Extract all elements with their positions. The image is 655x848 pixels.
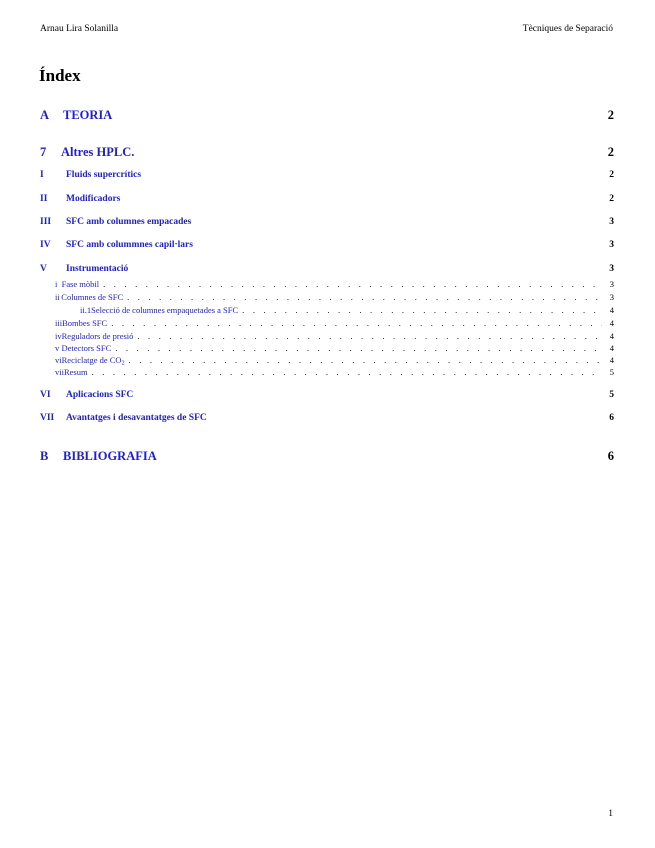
toc-subsection-page: 4 [609, 343, 614, 353]
toc-subsection-title [62, 355, 125, 365]
toc-leader-dots [111, 318, 602, 328]
toc-section-title: SFC amb columnes empacades [66, 217, 192, 227]
toc-subsubsection-ii-1[interactable] [40, 305, 614, 315]
page-number: 1 [608, 809, 613, 819]
toc-section-3[interactable] [40, 217, 614, 227]
toc-leader-dots [92, 367, 602, 377]
toc-leader-dots [127, 292, 602, 302]
toc-section-page: 6 [609, 413, 614, 423]
toc-section-5[interactable] [40, 264, 614, 274]
toc-chapter-7[interactable] [40, 145, 614, 160]
toc-section-number: V [40, 264, 47, 274]
subscript-two: 2 [121, 360, 125, 367]
header-course: Tècniques de Separació [522, 24, 613, 34]
toc-subsection-title: Detectors SFC [61, 343, 112, 353]
toc-subsection-title: Reguladors de presió [61, 331, 134, 341]
toc-subsection-number: vi [55, 355, 62, 365]
toc-subsection-page: 3 [609, 292, 614, 302]
toc-section-title: Fluids supercrítics [66, 170, 142, 180]
toc-subsection-number: v [55, 343, 60, 353]
toc-subsection-iii[interactable] [40, 318, 614, 328]
toc-section-title: Instrumentació [66, 264, 129, 274]
toc-chapter-page: 2 [607, 145, 614, 159]
toc-subsubsection-title: Selecció de columnes empaquetades a SFC [91, 305, 239, 315]
toc-subsection-page: 3 [609, 279, 614, 289]
toc-subsection-page: 4 [609, 331, 614, 341]
toc-part-a[interactable] [40, 108, 614, 123]
toc-subsection-page: 5 [609, 367, 614, 377]
toc-leader-dots [129, 355, 602, 365]
page-header [40, 24, 613, 34]
toc-section-number: IV [40, 240, 51, 250]
toc-subsection-title: Bombes SFC [62, 318, 108, 328]
toc-subsection-title-text: Reciclatge de CO [61, 355, 122, 365]
toc-section-7[interactable] [40, 413, 614, 423]
toc-part-b-page: 6 [607, 449, 614, 463]
toc-section-6[interactable] [40, 390, 614, 400]
toc-part-a-number: A [40, 108, 50, 122]
header-author: Arnau Lira Solanilla [40, 24, 119, 34]
toc-section-number: VII [40, 413, 55, 423]
toc-subsection-vi[interactable] [40, 355, 614, 365]
toc-part-b-number: B [40, 449, 49, 463]
toc-section-title: SFC amb colummnes capil·lars [66, 240, 193, 250]
toc-chapter-number: 7 [40, 145, 47, 159]
toc-subsection-i[interactable] [40, 279, 614, 289]
toc-section-title: Avantatges i desavantatges de SFC [66, 413, 207, 423]
toc-leader-dots [242, 305, 602, 315]
toc-section-2[interactable] [40, 194, 614, 204]
toc-section-page: 5 [609, 390, 614, 400]
toc-subsection-title: Fase mòbil [61, 279, 100, 289]
index-title: Índex [39, 66, 81, 85]
toc-part-b[interactable] [40, 449, 614, 464]
toc-subsection-title: Columnes de SFC [61, 292, 124, 302]
toc-section-page: 2 [609, 170, 614, 180]
toc-subsection-ii[interactable] [40, 292, 614, 302]
toc-subsubsection-page: 4 [609, 305, 614, 315]
toc-section-page: 2 [609, 194, 614, 204]
toc-section-title: Modificadors [66, 194, 121, 204]
toc-section-1[interactable] [40, 170, 614, 180]
toc-subsection-page: 4 [609, 318, 614, 328]
toc-subsection-v[interactable] [40, 343, 614, 353]
toc-leader-dots [137, 331, 602, 341]
toc-leader-dots [103, 279, 602, 289]
toc-subsection-vii[interactable] [40, 367, 614, 377]
toc-section-number: I [40, 170, 44, 180]
toc-subsection-number: iii [55, 318, 63, 328]
toc-part-b-title: BIBLIOGRAFIA [63, 449, 157, 463]
toc-subsection-page: 4 [609, 355, 614, 365]
toc-section-page: 3 [609, 217, 614, 227]
toc-chapter-title: Altres HPLC. [61, 145, 135, 159]
toc-section-page: 3 [609, 240, 614, 250]
toc-subsection-number: vii [55, 367, 64, 377]
toc-subsection-iv[interactable] [40, 331, 614, 341]
toc-leader-dots [115, 343, 602, 353]
toc-section-4[interactable] [40, 240, 614, 250]
toc-subsubsection-number: ii.1 [80, 305, 92, 315]
toc-part-a-title: TEORIA [63, 108, 113, 122]
toc-subsection-number: ii [55, 292, 60, 302]
toc-section-title: Aplicacions SFC [66, 390, 134, 400]
toc-subsection-number: i [55, 279, 58, 289]
toc-subsection-title: Resum [63, 367, 88, 377]
toc-subsection-number: iv [55, 331, 62, 341]
toc-section-number: III [40, 217, 52, 227]
toc-section-number: II [40, 194, 48, 204]
toc-section-number: VI [40, 390, 51, 400]
toc-section-page: 3 [609, 264, 614, 274]
toc-part-a-page: 2 [607, 108, 614, 122]
